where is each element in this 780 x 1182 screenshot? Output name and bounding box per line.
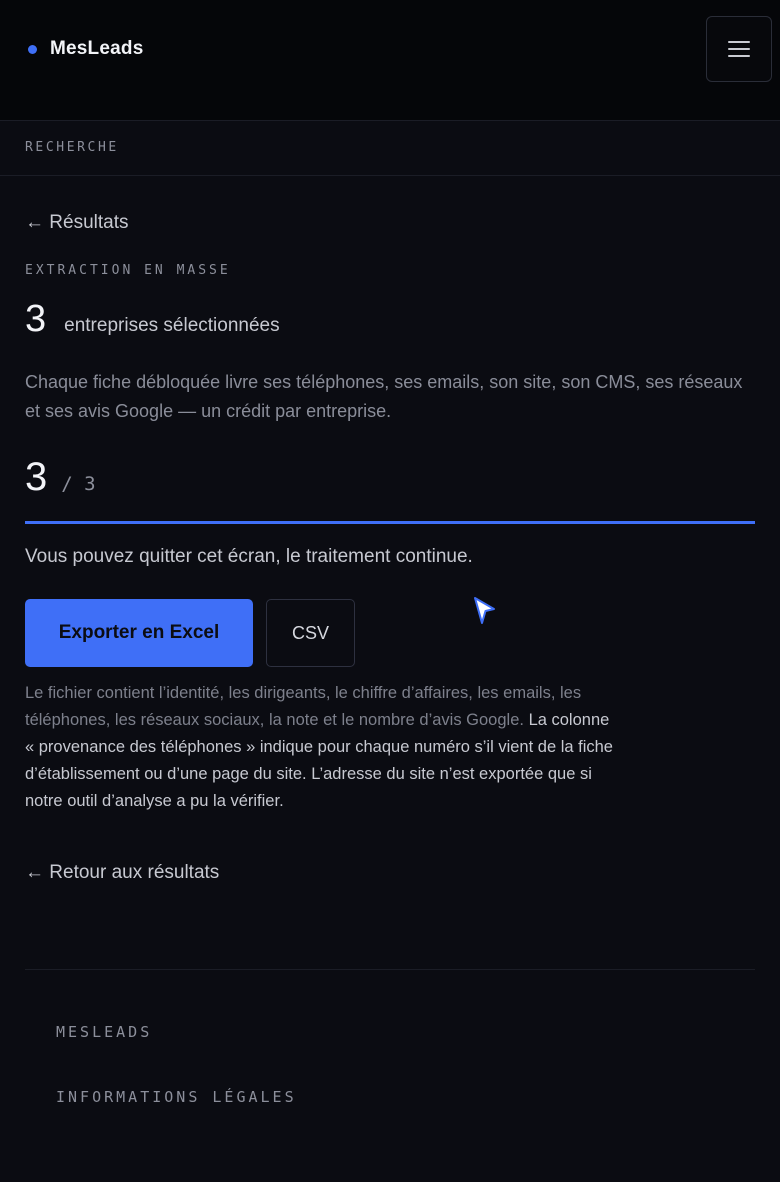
- progress-current: 3: [25, 455, 48, 499]
- menu-button[interactable]: [706, 16, 772, 82]
- brand-logo[interactable]: [28, 38, 143, 60]
- section-label: RECHERCHE: [25, 140, 119, 155]
- progress-total: / 3: [61, 473, 96, 495]
- brand-dot-icon: [28, 45, 37, 54]
- export-excel-button[interactable]: Exporter en Excel: [25, 599, 253, 667]
- export-csv-button[interactable]: CSV: [266, 599, 355, 667]
- mouse-cursor-icon: [472, 596, 498, 626]
- selected-count: 3: [25, 298, 47, 340]
- processing-status: Vous pouvez quitter cet écran, le traitement continue.: [25, 546, 473, 567]
- selection-count: [25, 298, 280, 341]
- export-info-part2: La colonne « provenance des téléphones » indique pour chaque numéro s’il vient de la fiche d’établissement ou d’une page du site. L’adresse du site n’est exportée que si notre outil d’analyse a pu la vérifier.: [25, 711, 613, 810]
- top-bar: [0, 0, 780, 121]
- export-info-text: [25, 680, 615, 815]
- section-bar: [0, 121, 780, 176]
- footer-link-legal[interactable]: INFORMATIONS LÉGALES: [56, 1088, 297, 1106]
- progress-bar-fill: [25, 521, 755, 524]
- extraction-label: EXTRACTION EN MASSE: [25, 263, 231, 278]
- brand-name[interactable]: MesLeads: [50, 38, 144, 59]
- export-info-part1: Le fichier contient l’identité, les dirigeants, le chiffre d’affaires, les emails, les téléphones, les réseaux sociaux, la note et le nombre d’avis Google.: [25, 684, 582, 729]
- progress-counter: [25, 455, 96, 500]
- extraction-description: Chaque fiche débloquée livre ses téléphones, ses emails, son site, son CMS, ses réseaux et ses avis Google — un crédit par entreprise.: [25, 372, 743, 421]
- footer-divider: [25, 969, 755, 970]
- footer-link-mesleads[interactable]: MESLEADS: [56, 1023, 153, 1041]
- selected-count-label: entreprises sélectionnées: [64, 315, 280, 336]
- return-to-results-link[interactable]: ← Retour aux résultats: [25, 862, 220, 883]
- back-to-results-link[interactable]: ← Résultats: [25, 212, 129, 233]
- progress-bar: [25, 521, 755, 524]
- hamburger-icon: [728, 41, 750, 57]
